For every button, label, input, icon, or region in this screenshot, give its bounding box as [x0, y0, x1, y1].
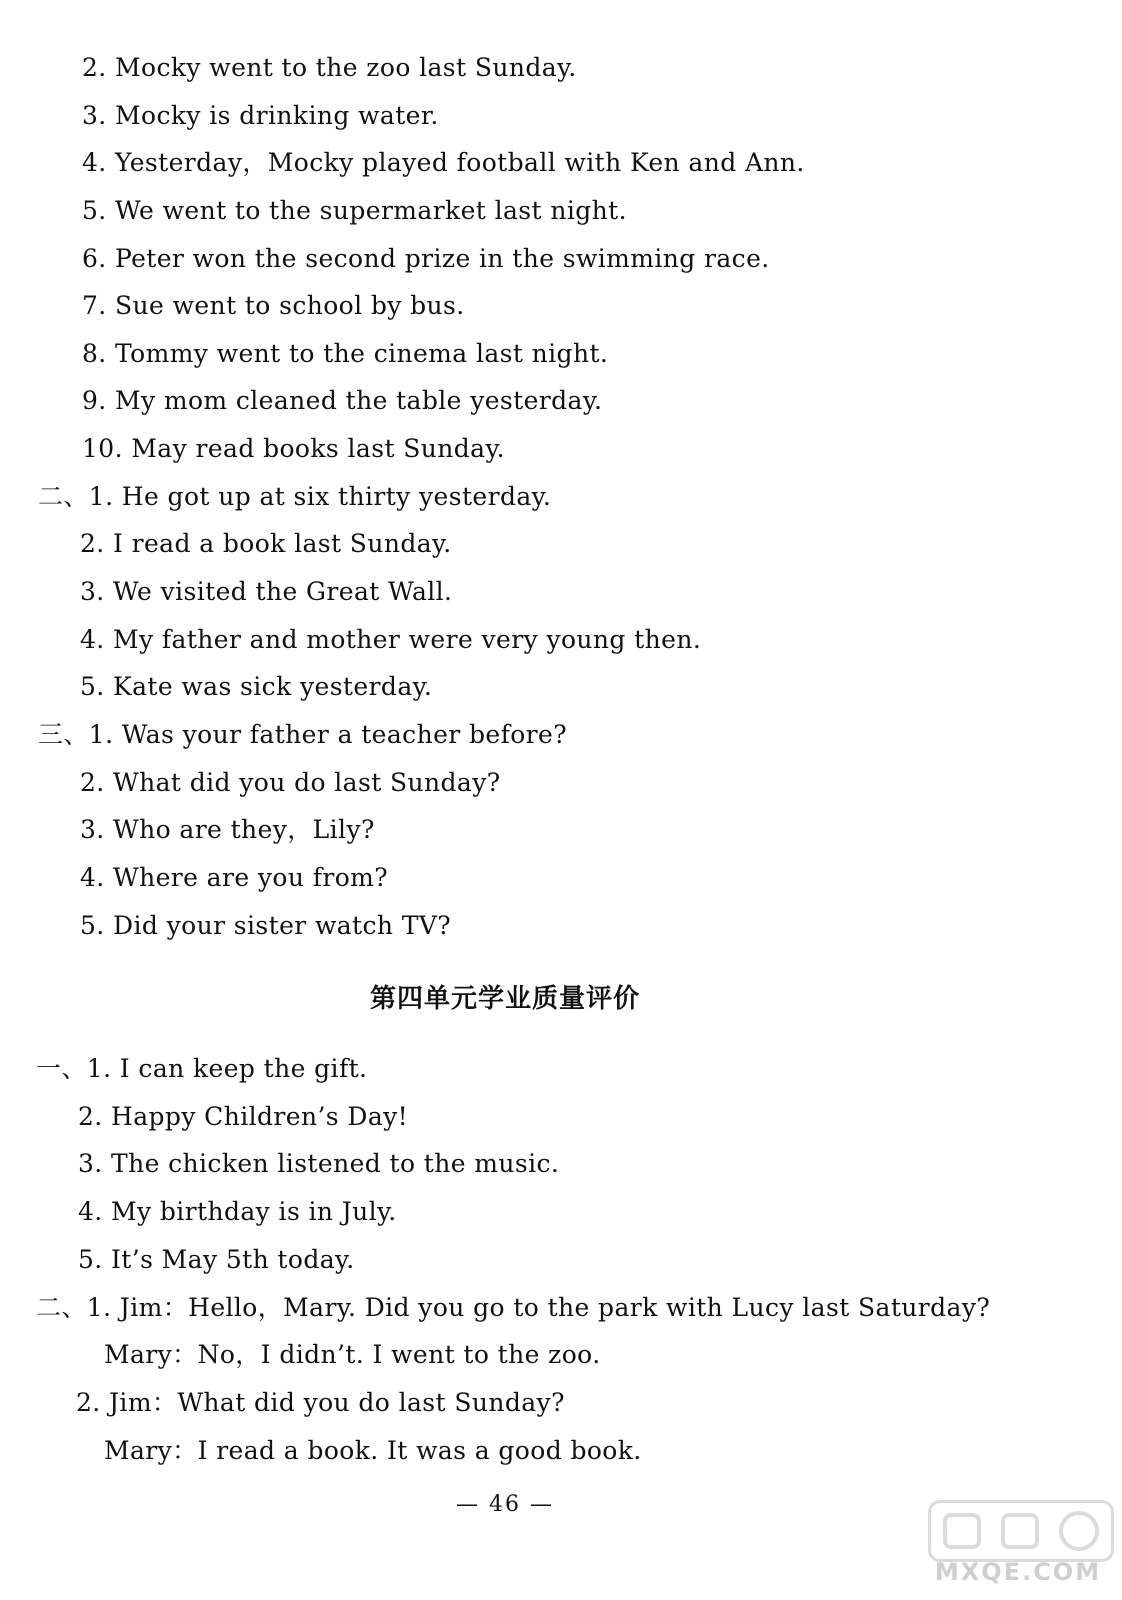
page-number: — 46 —: [456, 1492, 554, 1517]
answer-line: 3. Mocky is drinking water.: [82, 101, 439, 130]
watermark: [918, 1500, 1118, 1595]
section-3-answer-line: 三、1. Was your father a teacher before?: [38, 720, 568, 749]
answer-line: 5. Kate was sick yesterday.: [80, 672, 433, 701]
answer-line: 5. It’s May 5th today.: [78, 1245, 355, 1274]
answer-line: 4. My birthday is in July.: [78, 1197, 397, 1226]
answer-line: 5. Did your sister watch TV?: [80, 911, 452, 940]
dialogue-line: Mary：I read a book. It was a good book.: [104, 1436, 642, 1465]
answer-line: 6. Peter won the second prize in the swimming race.: [82, 244, 770, 273]
answer-line: 3. We visited the Great Wall.: [80, 577, 453, 606]
answer-line: 2. I read a book last Sunday.: [80, 529, 452, 558]
section-2-answer-line: 二、1. He got up at six thirty yesterday.: [38, 482, 552, 511]
answer-line: 4. Yesterday，Mocky played football with Ken and Ann.: [82, 148, 805, 177]
answer-line: 9. My mom cleaned the table yesterday.: [82, 386, 603, 415]
answer-site-logo-icon: [928, 1500, 1114, 1562]
answer-line: 7. Sue went to school by bus.: [82, 291, 465, 320]
answer-line: 4. My father and mother were very young then.: [80, 625, 702, 654]
answer-line: 2. Mocky went to the zoo last Sunday.: [82, 53, 577, 82]
answer-line: 2. What did you do last Sunday?: [80, 768, 501, 797]
section-title: 第四单元学业质量评价: [369, 984, 640, 1014]
answer-line: 2. Happy Children’s Day!: [78, 1102, 409, 1131]
answer-line: 10. May read books last Sunday.: [82, 434, 506, 463]
section-1-answer-line: 一、1. I can keep the gift.: [36, 1054, 368, 1083]
answer-line: 8. Tommy went to the cinema last night.: [82, 339, 609, 368]
section-2-answer-line: 二、1. Jim：Hello，Mary. Did you go to the park with Lucy last Saturday?: [36, 1293, 991, 1322]
watermark-text: MXQE.COM: [934, 1558, 1102, 1586]
dialogue-line: Mary：No，I didn’t. I went to the zoo.: [104, 1340, 601, 1369]
answer-line: 3. Who are they，Lily?: [80, 815, 375, 844]
answer-line: 5. We went to the supermarket last night.: [82, 196, 627, 225]
dialogue-line: 2. Jim：What did you do last Sunday?: [76, 1388, 565, 1417]
answer-line: 4. Where are you from?: [80, 863, 389, 892]
answer-line: 3. The chicken listened to the music.: [78, 1149, 560, 1178]
